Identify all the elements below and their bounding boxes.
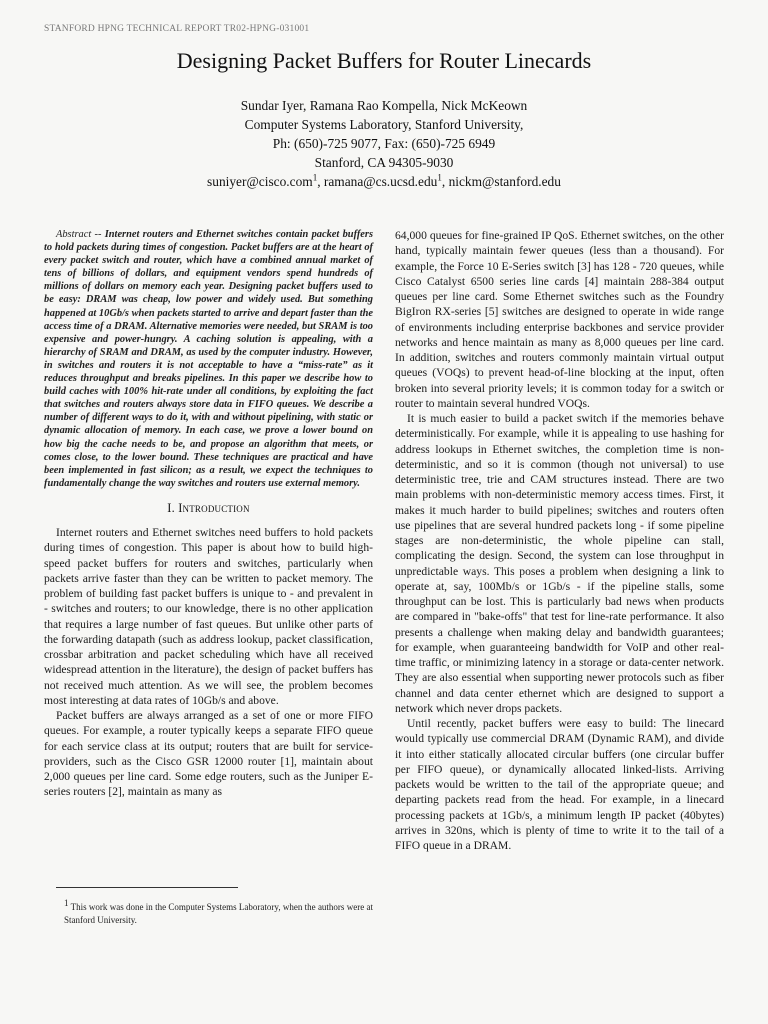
- section-heading-introduction: [44, 501, 373, 516]
- footnote-rule: [56, 887, 238, 888]
- section-number: I.: [167, 500, 179, 515]
- abstract-text: Internet routers and Ethernet switches contain packet buffers to hold packets during times of congestion. Packet buffers are at the heart of every packet switch and router, which have a combined annual market of tens of billions of dollars, and equipment vendors spend hundreds of millions of dollars on memory each year. Designing packet buffers used to be easy: DRAM was cheap, low power and widely used. But something happened at 10Gb/s when packets started to arrive and depart faster than the access time of a DRAM. Alternative memories were needed, but SRAM is too expensive and power-hungry. A caching solution is appealing, with a hierarchy of SRAM and DRAM, as used by the computer industry. However, in switches and routers it is not acceptable to have a “miss-rate” as it reduces throughput and breaks pipelines. In this paper we describe how to build caches with 100% hit-rate under all conditions, by exploiting the fact that switches and routers always store data in FIFO queues. We describe a number of different ways to do it, with and without pipelining, with static or dynamic allocation of memory. In each case, we prove a lower bound on how big the cache needs to be, and propose an algorithm that meets, or comes close, to the lower bound. These techniques are practical and have been implemented in fast silicon; as a result, we expect the techniques to fundamentally change the way switches and routers use external memory.: [44, 229, 374, 489]
- intro-paragraph-4: It is much easier to build a packet switch if the memories behave deterministically. For example, while it is appealing to use hashing for address lookups in Ethernet switches, the completion time is non-deterministic, and so it is common (though not universal) to use deterministic tree, trie and CAM structures instead. There are two main problems with non-deterministic memory access times. First, it makes it much harder to build pipelines; switches and routers often use pipelines that are several hundred packets long - if some pipeline stages are non-deterministic, the whole pipeline can stall, complicating the design. Second, the system can lose throughput in unpredictable ways. This poses a problem when designing a link to operate at, say, 100Mb/s or 1Gb/s - if the pipeline stalls, some throughput can be lost. This is particularly bad news when products are compared in "bake-offs" that test for line-rate performance. It also presents a challenge when making delay and bandwidth guarantees; for example, when guaranteeing bandwidth for VoIP and other real-time traffic, or minimizing latency in a storage or data-center network. They are also essential when supporting newer protocols such as fiber channel and data center ethernet which are designed to support a network which never drops packets.: [395, 412, 724, 715]
- author-block: [0, 96, 768, 191]
- email-kompella: ramana@cs.ucsd.edu: [323, 174, 438, 189]
- email-iyer: suniyer@cisco.com: [207, 174, 313, 189]
- author-names: Sundar Iyer, Ramana Rao Kompella, Nick McKeown: [240, 98, 528, 113]
- author-affiliation: Computer Systems Laboratory, Stanford University,: [244, 117, 524, 132]
- abstract: [44, 228, 373, 490]
- author-address: Stanford, CA 94305-9030: [314, 155, 454, 170]
- paper-title: Designing Packet Buffers for Router Linecards: [176, 48, 592, 73]
- email-mckeown: nickm@stanford.edu: [448, 174, 561, 189]
- intro-paragraph-5: Until recently, packet buffers were easy to build: The linecard would typically use commercial DRAM (Dynamic RAM), and divide it into either statically allocated circular buffers (one circular buffer per FIFO queue), or dynamically allocated linked-lists. Arriving packets would be written to the tail of the appropriate queue; and departing packets read from the head. For example, in a linecard processing packets at 1Gb/s, a minimum length IP packet (40bytes) arrives in 320ns, which is plenty of time to write it to the tail of a FIFO queue in a DRAM.: [395, 717, 724, 852]
- author-emails: [0, 172, 768, 191]
- intro-paragraph-2: Packet buffers are always arranged as a set of one or more FIFO queues. For example, a router typically keeps a separate FIFO queue for each service class at its output; routers that are built for service-providers, such as the Cisco GSR 12000 router [1], maintain about 2,000 queues per line card. Some edge routers, such as the Juniper E-series routers [2], maintain as many as: [44, 709, 373, 799]
- report-id: STANFORD HPNG TECHNICAL REPORT TR02-HPNG-031001: [44, 24, 310, 34]
- abstract-label: Abstract --: [56, 229, 105, 240]
- author-phone-fax: Ph: (650)-725 9077, Fax: (650)-725 6949: [272, 136, 496, 151]
- intro-paragraph-3: 64,000 queues for fine-grained IP QoS. Ethernet switches, on the other hand, typically maintain fewer queues (less than a thousand). For example, the Force 10 E-Series switch [3] has 128 - 720 queues, while Cisco Catalyst 6500 series line cards [4] maintain 288-384 output queues per line card. Some Ethernet switches such as the Foundry BigIron RX-series [5] switches are designed to operate in wide range of environments including enterprise backbones and service provider networks and hence maintain as many as 8,000 queues per line card. In addition, switches and routers commonly maintain virtual output queues (VOQs) to prevent head-of-line blocking at the input, often broken into several priority levels; it is common today for a switch or router to maintain several hundred VOQs.: [395, 229, 724, 410]
- intro-paragraph-1: Internet routers and Ethernet switches need buffers to hold packets during times of congestion. This paper is about how to build high-speed packet buffers for routers and switches, particularly when packets arrive faster than they can be written to packet memory. The problem of building fast packet buffers is unique to - and prevalent in - switches and routers; to our knowledge, there is no other application that requires a large number of fast queues. But unlike other parts of the forwarding datapath (such as address lookup, packet classification, crossbar arbitration and packet scheduling which have all received widespread attention in the literature), the design of packet buffers has not received much attention. As we will see, the problem becomes most interesting at data rates of 10Gb/s and above.: [44, 526, 373, 707]
- affiliation-mark: 1: [437, 172, 442, 183]
- footnote: [64, 898, 373, 927]
- affiliation-mark: 1: [312, 172, 318, 183]
- footnote-text: This work was done in the Computer Systems Laboratory, when the authors were at Stanford University.: [64, 902, 373, 925]
- left-column: [44, 228, 373, 800]
- email-separator: ,: [317, 174, 324, 189]
- right-column: [395, 228, 724, 853]
- footnote-mark: 1: [64, 898, 69, 908]
- section-title: Introduction: [178, 500, 250, 515]
- email-separator: ,: [441, 174, 449, 189]
